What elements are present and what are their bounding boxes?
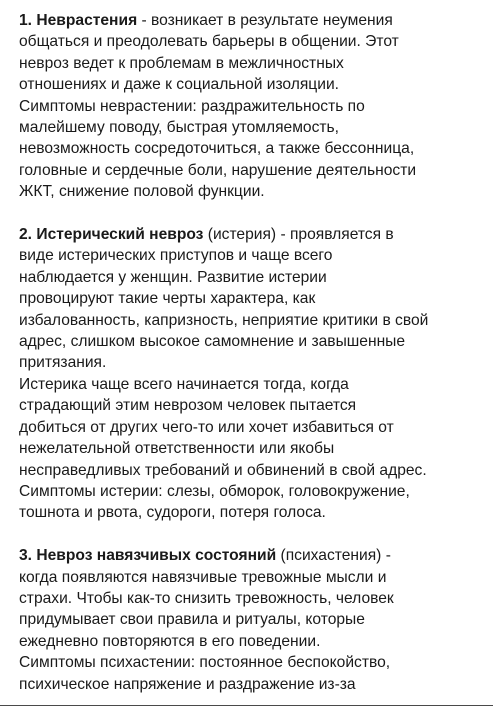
section-term: Неврастения bbox=[36, 12, 138, 29]
section-obsessive-neurosis bbox=[19, 545, 487, 695]
article-text bbox=[19, 10, 487, 695]
text-line: малейшему поводу, быстрая утомляемость, bbox=[19, 119, 339, 137]
text-line: страдающий этим неврозом человек пытается bbox=[19, 397, 357, 415]
text-fragment: - возникает в результате неумения bbox=[137, 12, 393, 29]
text-line: добиться от других чего-то или хочет избавиться от bbox=[19, 418, 394, 436]
text-line: притязания. bbox=[19, 354, 107, 372]
text-line: провоцируют такие черты характера, как bbox=[19, 290, 316, 308]
text-fragment: (истерия) - проявляется в bbox=[203, 226, 394, 244]
text-line bbox=[19, 545, 487, 566]
text-line: избалованность, капризность, неприятие критики в свой bbox=[19, 311, 429, 329]
section-number: 2. bbox=[19, 226, 33, 244]
text-line: нежелательной ответственности или якобы bbox=[19, 440, 335, 458]
text-line: отношениях и даже к социальной изоляции. bbox=[19, 76, 339, 94]
text-line bbox=[19, 10, 487, 31]
text-line: наблюдается у женщин. Развитие истерии bbox=[19, 268, 327, 286]
paragraph-gap bbox=[19, 524, 487, 545]
section-number: 1. bbox=[19, 12, 33, 29]
section-neurasthenia bbox=[19, 10, 487, 203]
paragraph-gap bbox=[19, 203, 487, 224]
text-line: страхи. Чтобы как-то снизить тревожность, человек bbox=[19, 589, 394, 607]
text-fragment: (психастения) - bbox=[276, 547, 391, 565]
section-term: Истерический невроз bbox=[36, 226, 204, 244]
text-line: придумывает свои правила и ритуалы, которые bbox=[19, 611, 365, 629]
text-line: адрес, слишком высокое самомнение и завышенные bbox=[19, 333, 406, 351]
text-line: невозможность сосредоточиться, а также бессонница, bbox=[19, 140, 415, 158]
text-line: психическое напряжение и раздражение из-за bbox=[19, 675, 356, 693]
text-line: общаться и преодолевать барьеры в общении. Этот bbox=[19, 33, 399, 51]
section-number: 3. bbox=[19, 547, 33, 565]
text-line: когда появляются навязчивые тревожные мысли и bbox=[19, 568, 387, 586]
text-line: тошнота и рвота, судороги, потеря голоса. bbox=[19, 504, 326, 522]
text-line: невроз ведет к проблемам в межличностных bbox=[19, 54, 344, 72]
text-line bbox=[19, 224, 487, 245]
text-line: Симптомы психастении: постоянное беспокойство, bbox=[19, 654, 391, 672]
text-line: несправедливых требований и обвинений в свой адрес. bbox=[19, 461, 427, 479]
text-line: Истерика чаще всего начинается тогда, когда bbox=[19, 375, 349, 393]
text-line: Симптомы истерии: слезы, обморок, головокружение, bbox=[19, 482, 410, 500]
text-line: ЖКТ, снижение половой функции. bbox=[19, 183, 265, 201]
text-line: Симптомы неврастении: раздражительность по bbox=[19, 97, 365, 115]
text-line: головные и сердечные боли, нарушение деятельности bbox=[19, 161, 417, 179]
section-term: Невроз навязчивых состояний bbox=[36, 547, 277, 565]
text-line: виде истерических приступов и чаще всего bbox=[19, 247, 333, 265]
bottom-divider bbox=[0, 705, 493, 706]
section-hysteria bbox=[19, 224, 487, 524]
text-line: ежедневно повторяются в его поведении. bbox=[19, 632, 321, 650]
